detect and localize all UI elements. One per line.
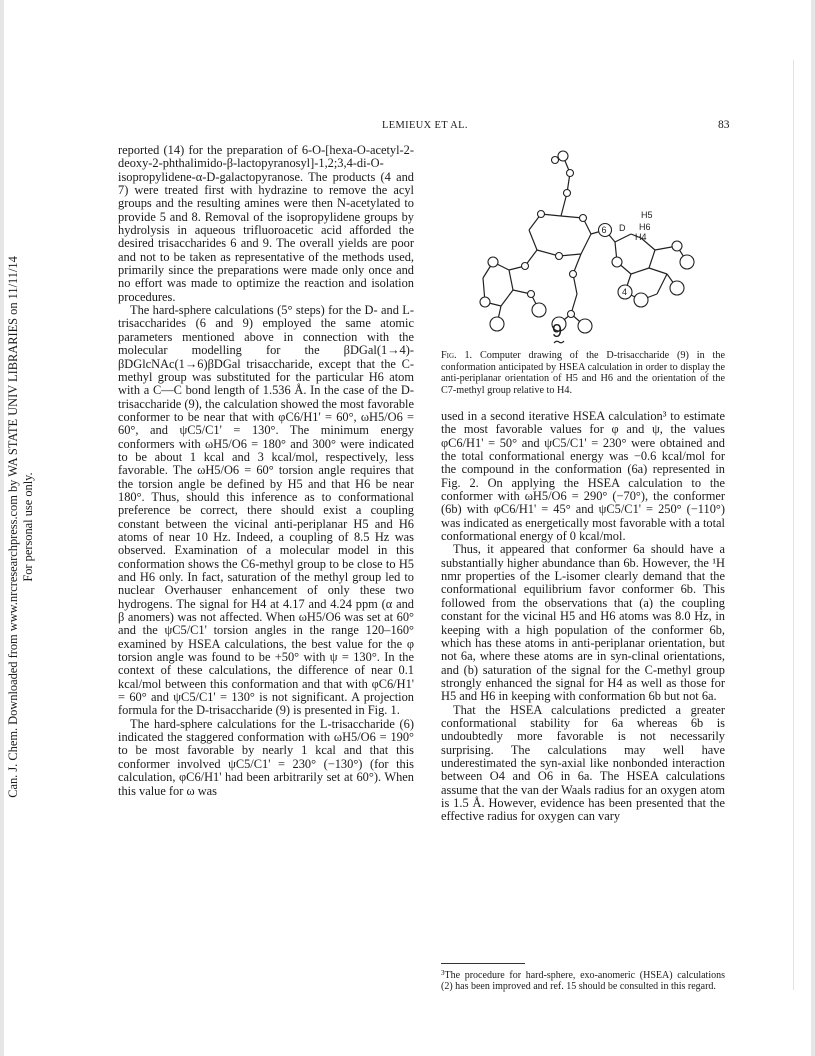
- footnote-rule: [441, 963, 525, 964]
- left-scan-edge: [0, 0, 4, 1056]
- atom-label: 4: [622, 287, 628, 297]
- paragraph: That the HSEA calculations predicted a greater conformational stability for 6a whereas 6b is undoubtedly more favorable is not necessarily surprising. The calculations may well have underestimated the syn-axial like nonbonded interaction between O4 and O6 in 6a. The HSEA calculations assume that the van der Waals radius for an oxygen atom is 1.5 Å. However, evidence has been presented that the effective radius for oxygen can vary: [441, 702, 725, 824]
- figure-caption: [441, 350, 725, 396]
- personal-use-notice: For personal use only.: [21, 472, 35, 582]
- caption-text: Computer drawing of the D-trisaccharide (9) in the conformation anticipated by HSEA calculation in order to display the anti-periplanar orientation of H5 and H6 and the orientation of the C7-methyl group relative to H4.: [441, 350, 725, 396]
- tilde-icon: [553, 339, 565, 345]
- atom-label: H6: [639, 222, 651, 232]
- left-column: [118, 144, 414, 798]
- molecular-drawing: [455, 138, 710, 348]
- page-number: 83: [718, 119, 730, 131]
- paragraph: used in a second iterative HSEA calculation³ to estimate the most favorable values for φ and ψ, the values φC6/H1' = 50° and ψC5/C1' = 230° were obtained and the total conformational energy was −0.6 kcal/mol for the compound in the conformation (6a) represented in Fig. 2. On applying the HSEA calculation to the conformer with ωH5/O6 = 290° (−70°), the conformer (6b) with φC6/H1' = 45° and ψC5/C1' = 250° (−110°) was indicated as energetically most favorable with a total conformational energy of 0 kcal/mol.: [441, 409, 725, 544]
- compound-label: 9: [552, 321, 563, 341]
- footnote-marker: 3: [441, 969, 445, 977]
- atom-label: 6: [601, 225, 607, 235]
- paragraph: Thus, it appeared that conformer 6a should have a substantially higher abundance than 6b. However, the ¹H nmr properties of the L-isomer clearly demand that the conformational equilibrium favor conformer 6b. This followed from the observations that (a) the coupling constant for the vicinal H5 and H6 atoms was 8.0 Hz, in keeping with a high population of the conformer 6b, which has these atoms in anti-periplanar orientation, but not 6a, where these atoms are in syn-clinal orientations, and (b) saturation of the signal for the C-methyl group strongly enhanced the signal for H4 as well as those for H5 and H6 in keeping with conformation 6b but not 6a.: [441, 542, 725, 704]
- caption-head: Fig. 1.: [441, 350, 473, 361]
- paragraph: reported (14) for the preparation of 6-O-[hexa-O-acetyl-2-deoxy-2-phthalimido-β-lactopyranosyl]-1,2;3,4-di-O-isopropylidene-α-D-galactopyranose. The products (4 and 7) were treated first with hydrazine to remove the acyl groups and the resulting amines were then N-acetylated to provide 5 and 8. Removal of the isopropylidene groups by hydrolysis in aqueous trifluoroacetic acid afforded the desired trisaccharides 6 and 9. The overall yields are poor and not to be taken as representative of the methods used, primarily since the preparations were made only once and no effort was made to optimize the reaction and isolation procedures.: [118, 143, 414, 304]
- download-watermark: [6, 234, 48, 820]
- paragraph: The hard-sphere calculations (5° steps) for the D- and L-trisaccharides (6 and 9) employed the same atomic parameters mentioned above in connection with the molecular modelling for the βDGal(1→4)-βDGlcNAc(1→6)βDGal trisaccharide, except that the C-methyl group was substituted for the particular H6 atom with a C—C bond length of 1.536 Å. In the case of the D-trisaccharide (9), the calculation showed the most favorable conformer to be near that with φC6/H1' = 60°, ωH5/O6 = 60°, and ψC5/C1' = 130°. The minimum energy conformers with ωH5/O6 = 180° and 300° were indicated to be about 1 kcal and 3 kcal/mol, respectively, less favorable. The ωH5/O6 = 60° torsion angle requires that the torsion angle be defined by H5 and that H6 be near 180°. Thus, should this inference as to conformational preference be correct, there should exist a coupling constant between the vicinal anti-periplanar H5 and H6 atoms of near 10 Hz. Indeed, a coupling of 8.5 Hz was observed. Examination of a molecular model in this conformation shows the C6-methyl group to be close to H5 and H6 only. In fact, saturation of the methyl group led to nuclear Overhauser enhancement of only these two hydrogens. The signal for H4 at 4.17 and 4.24 ppm (α and β anomers) was not affected. When ωH5/O6 was set at 60° and the ψC5/C1' torsion angles in the range 120–160° examined by HSEA calculations, the best value for the φ torsion angle was found to be +50° with ψ = 130°. In the context of these calculations, the difference of near 0.1 kcal/mol between this conformation and that with φC6/H1' = 60° and ψC5/C1' = 130° is not significant. A projection formula for the D-trisaccharide (9) is presented in Fig. 1.: [118, 303, 414, 718]
- scan-artifact-line: [793, 60, 794, 990]
- footnote-text: The procedure for hard-sphere, exo-anomeric (HSEA) calculations (2) has been improved and ref. 15 should be consulted in this regard.: [441, 970, 725, 993]
- atom-label: H4: [635, 232, 647, 242]
- running-head: LEMIEUX ET AL.: [382, 120, 468, 131]
- download-notice: Can. J. Chem. Downloaded from www.nrcresearchpress.com by WA STATE UNIV LIBRARIES on 11/11/14: [6, 256, 20, 798]
- atom-label: H5: [641, 210, 653, 220]
- footnote: [441, 968, 725, 992]
- paragraph: The hard-sphere calculations for the L-trisaccharide (6) indicated the staggered conformation with ωH5/O6 = 190° to be most favorable by nearly 1 kcal and that this conformer involved ψC5/C1' = 230° (−130°) (for this calculation, φC6/H1' had been arbitrarily set at 60°). When this value for ω was: [118, 716, 414, 798]
- right-column: [441, 410, 725, 824]
- right-scan-edge: [811, 0, 815, 1056]
- atom-label: D: [619, 223, 626, 233]
